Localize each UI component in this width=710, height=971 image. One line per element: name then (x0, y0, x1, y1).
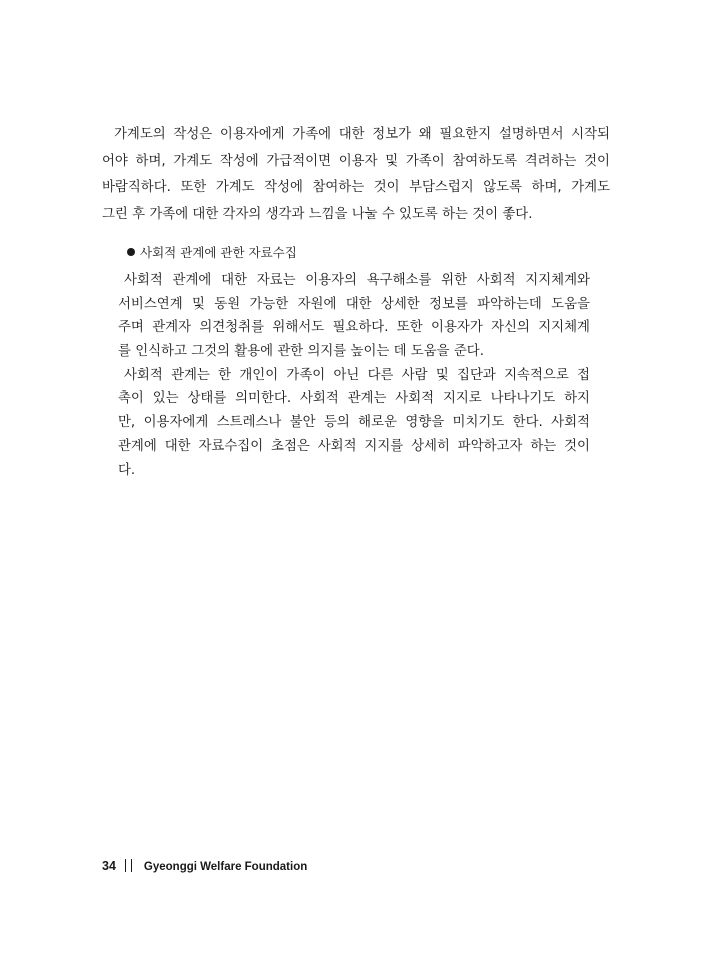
section-line: 주며 관계자 의견청취를 위해서도 필요하다. 또한 이용자가 자신의 지지체계 (118, 320, 590, 336)
section-line: 사회적 관계에 대한 자료는 이용자의 욕구해소를 위한 사회적 지지체계와 (124, 273, 590, 288)
intro-paragraph (102, 122, 610, 228)
section-heading-text: 사회적 관계에 관한 자료수집 (140, 245, 297, 260)
section-line: 다. (118, 462, 136, 478)
section-line: 관계에 대한 자료수집이 초점은 사회적 지지를 상세히 파악하고자 하는 것이 (118, 438, 590, 454)
intro-line: 바람직하다. 또한 가계도 작성에 참여하는 것이 부담스럽지 않도록 하며, 가계도 (102, 180, 610, 195)
intro-line: 어야 하며, 가계도 작성에 가급적이면 이용자 및 가족이 참여하도록 격려하는 것이 (102, 153, 610, 169)
footer-separator (125, 859, 132, 872)
page-number: 34 (102, 859, 116, 873)
bullet-icon (127, 248, 135, 256)
section-line: 사회적 관계는 한 개인이 가족이 아닌 다른 사람 및 집단과 지속적으로 접 (124, 367, 590, 383)
section-body (118, 269, 590, 482)
section-line: 서비스연계 및 동원 가능한 자원에 대한 상세한 정보를 파악하는데 도움을 (118, 296, 590, 312)
intro-line: 가계도의 작성은 이용자에게 가족에 대한 정보가 왜 필요한지 설명하면서 시작되 (114, 127, 610, 142)
page-footer (102, 857, 307, 876)
section-line: 촉이 있는 상태를 의미한다. 사회적 관계는 사회적 지지로 나타나기도 하지 (118, 391, 590, 407)
section-heading (127, 243, 297, 263)
publisher-name: Gyeonggi Welfare Foundation (143, 861, 308, 873)
section-line: 만, 이용자에게 스트레스나 불안 등의 해로운 영향을 미치기도 한다. 사회적 (118, 415, 590, 431)
intro-line: 그린 후 가족에 대한 각자의 생각과 느낌을 나눌 수 있도록 하는 것이 좋다. (102, 206, 533, 222)
section-line: 를 인식하고 그것의 활용에 관한 의지를 높이는 데 도움을 준다. (118, 344, 484, 360)
